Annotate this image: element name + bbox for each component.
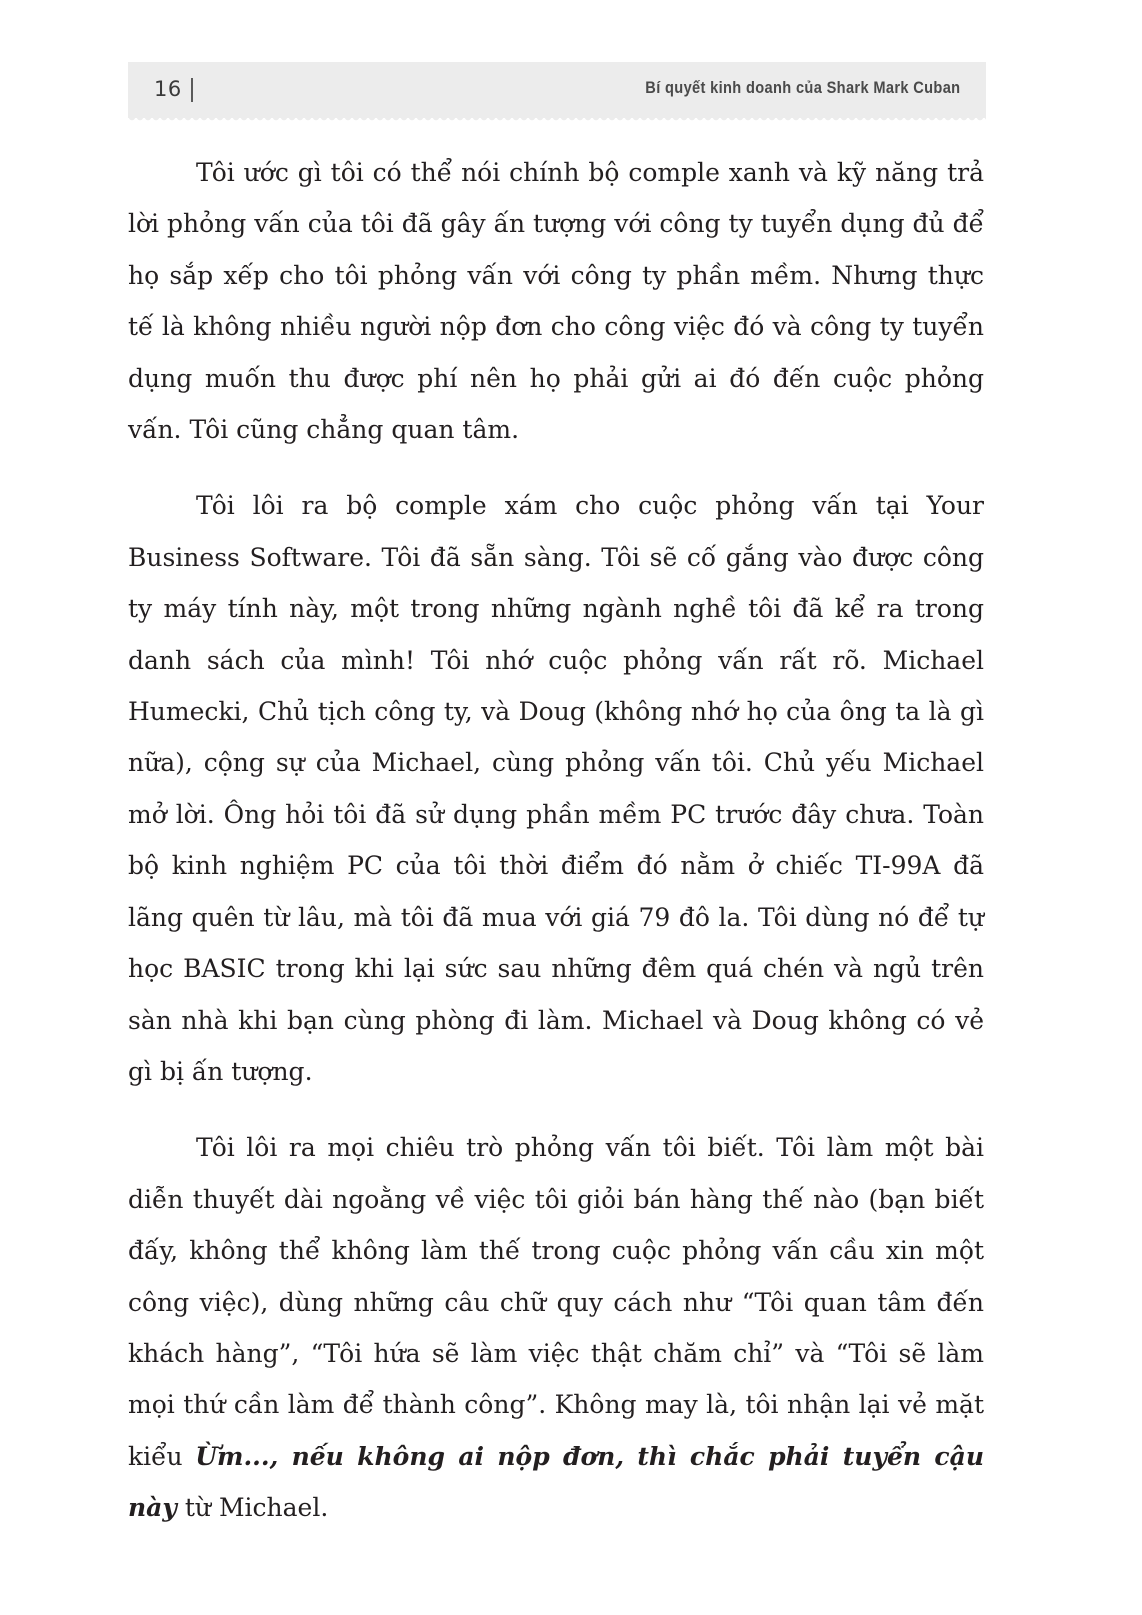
paragraph-2: Tôi lôi ra bộ comple xám cho cuộc phỏng vấn tại Your Business Software. Tôi đã sẵn sàng. Tôi sẽ cố gắng vào được công ty máy tính này, một trong những ngành nghề tôi đã kể ra trong danh sách của mình! Tôi nhớ cuộc phỏng vấn rất rõ. Michael Humecki, Chủ tịch công ty, và Doug (không nhớ họ của ông ta là gì nữa), cộng sự của Michael, cùng phỏng vấn tôi. Chủ yếu Michael mở lời. Ông hỏi tôi đã sử dụng phần mềm PC trước đây chưa. Toàn bộ kinh nghiệm PC của tôi thời điểm đó nằm ở chiếc TI-99A đã lãng quên từ lâu, mà tôi đã mua với giá 79 đô la. Tôi dùng nó để tự học BASIC trong khi lại sức sau những đêm quá chén và ngủ trên sàn nhà khi bạn cùng phòng đi làm. Michael và Doug không có vẻ gì bị ấn tượng.: [128, 491, 984, 1086]
page-body: [128, 147, 984, 1534]
header-divider: [191, 78, 193, 102]
paragraph-3-text-after: từ Michael.: [176, 1493, 329, 1523]
paragraph-3: [128, 1122, 984, 1533]
page-number: 16: [154, 77, 182, 101]
running-header: [128, 62, 986, 118]
emphasized-quote: Ừm..., nếu không ai nộp đơn, thì chắc phải tuyển cậu này: [128, 1441, 985, 1523]
running-title: Bí quyết kinh doanh của Shark Mark Cuban: [644, 78, 960, 97]
paragraph-1: Tôi ước gì tôi có thể nói chính bộ comple xanh và kỹ năng trả lời phỏng vấn của tôi đã gây ấn tượng với công ty tuyển dụng đủ để họ sắp xếp cho tôi phỏng vấn với công ty phần mềm. Nhưng thực tế là không nhiều người nộp đơn cho công việc đó và công ty tuyển dụng muốn thu được phí nên họ phải gửi ai đó đến cuộc phỏng vấn. Tôi cũng chẳng quan tâm.: [128, 158, 984, 445]
paragraph-3-text-before: Tôi lôi ra mọi chiêu trò phỏng vấn tôi biết. Tôi làm một bài diễn thuyết dài ngoằng về việc tôi giỏi bán hàng thế nào (bạn biết đấy, không thể không làm thế trong cuộc phỏng vấn cầu xin một công việc), dùng những câu chữ quy cách như “Tôi quan tâm đến khách hàng”, “Tôi hứa sẽ làm việc thật chăm chỉ” và “Tôi sẽ làm mọi thứ cần làm để thành công”. Không may là, tôi nhận lại vẻ mặt kiểu: [128, 1133, 984, 1471]
